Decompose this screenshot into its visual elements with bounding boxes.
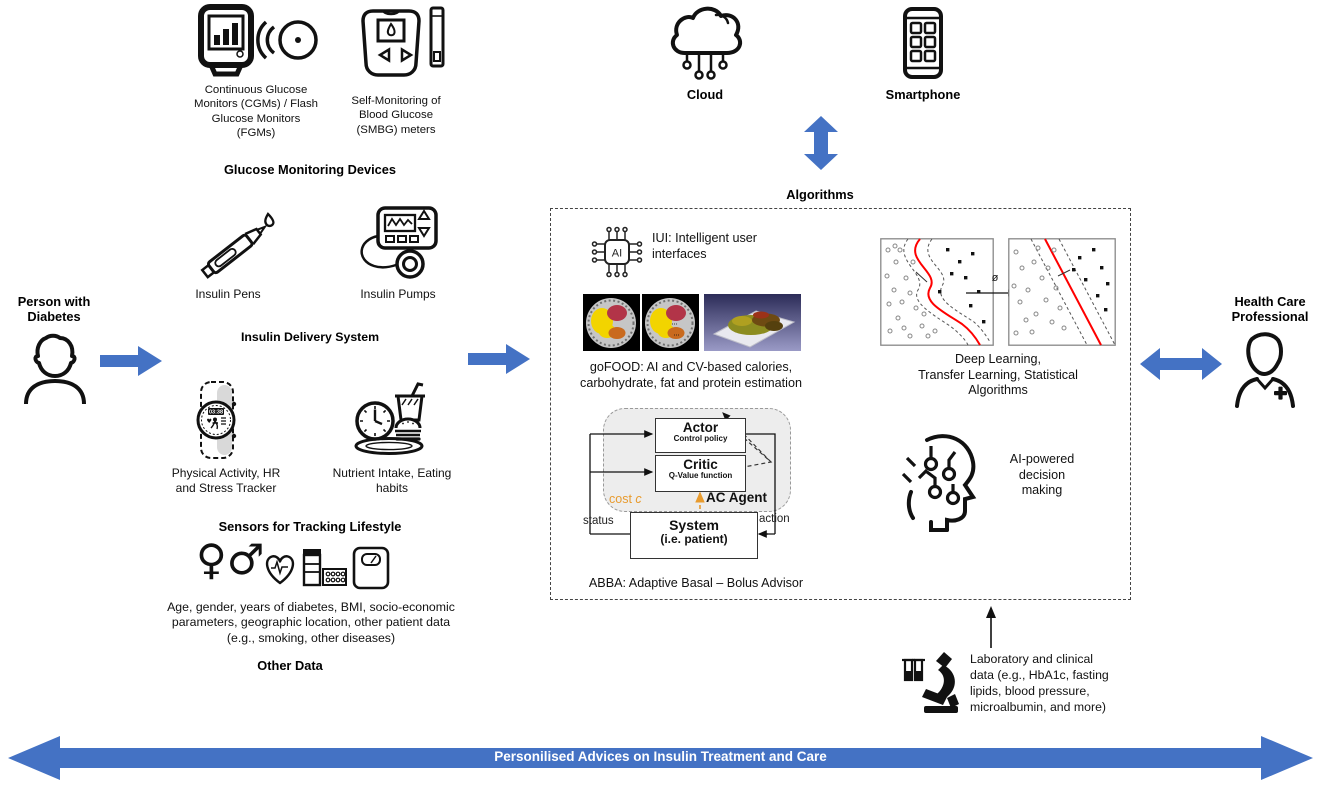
ai-chip-icon xyxy=(588,220,646,284)
smbg-meter-icon xyxy=(358,4,424,78)
glucose-devices-heading: Glucose Monitoring Devices xyxy=(223,162,397,177)
nutrient-intake-icon xyxy=(350,382,428,458)
insulin-pump-icon xyxy=(352,206,440,282)
ac-agent-label: AC Agent xyxy=(706,490,767,505)
activity-tracker-label: Physical Activity, HR and Stress Tracker xyxy=(171,466,281,495)
insulin-delivery-heading: Insulin Delivery System xyxy=(240,330,380,344)
arrow-person-to-devices-icon xyxy=(100,346,162,376)
smartphone-icon xyxy=(902,6,944,80)
male-icon: ♂ xyxy=(226,535,265,584)
svm-linear-plot xyxy=(1008,238,1116,346)
nutrient-intake-label: Nutrient Intake, Eating habits xyxy=(332,466,452,495)
gofood-label: goFOOD: AI and CV-based calories, carbohydrate, fat and protein estimation xyxy=(580,360,802,390)
scale-icon xyxy=(352,546,390,590)
svg-text:♥: ♥ xyxy=(206,418,212,425)
arrow-lab-to-algorithms-icon xyxy=(982,606,1000,648)
gofood-3d-image xyxy=(704,294,801,351)
heart-pulse-icon xyxy=(262,552,298,586)
algorithms-heading: Algorithms xyxy=(786,187,854,202)
abba-diagram xyxy=(575,405,805,575)
actor-box: Actor Control policy xyxy=(655,418,746,453)
phi-label: ø xyxy=(991,272,999,284)
arrow-devices-to-algorithms-icon xyxy=(468,344,530,374)
action-label: action xyxy=(759,513,790,525)
ai-decision-label: AI-powered decision making xyxy=(1009,452,1075,498)
medication-icon xyxy=(300,548,348,590)
cloud-label: Cloud xyxy=(686,87,724,102)
cgm-label: Continuous Glucose Monitors (CGMs) / Flash Glucose Monitors (FGMs) xyxy=(193,84,319,139)
abba-caption: ABBA: Adaptive Basal – Bolus Advisor xyxy=(588,576,804,590)
cgm-monitor-icon xyxy=(196,4,256,78)
arrow-algorithms-hcp-icon xyxy=(1140,348,1222,380)
status-label: status xyxy=(583,515,614,527)
insulin-pens-label: Insulin Pens xyxy=(195,287,261,301)
watch-time: 03:38 xyxy=(208,409,224,416)
system-box: System (i.e. patient) xyxy=(630,512,758,559)
female-icon: ♀ xyxy=(196,535,227,584)
flash-sensor-icon xyxy=(256,14,318,66)
cost-label: cost c xyxy=(609,492,642,506)
hcp-label: Health Care Professional xyxy=(1231,294,1309,324)
other-data-text: Age, gender, years of diabetes, BMI, socio-economic parameters, geographic location, other patient data (e.g., smoking, other diseases) xyxy=(167,600,455,645)
smbg-label: Self-Monitoring of Blood Glucose (SMBG) meters xyxy=(351,95,441,136)
ai-chip-text: AI xyxy=(611,247,623,260)
critic-box: Critic Q-Value function xyxy=(655,455,746,492)
insulin-pumps-label: Insulin Pumps xyxy=(360,287,436,301)
cloud-icon xyxy=(666,4,744,84)
gofood-plate-image-2 xyxy=(642,294,699,351)
person-icon xyxy=(22,330,88,404)
fitness-watch-icon xyxy=(188,380,246,460)
gofood-plate-image-1 xyxy=(583,294,640,351)
test-strip-icon xyxy=(428,6,446,70)
arrow-cloud-algorithms-icon xyxy=(804,116,838,170)
person-with-diabetes-label: Person with Diabetes xyxy=(17,294,91,324)
ml-label: Deep Learning, Transfer Learning, Statistical Algorithms xyxy=(918,352,1078,398)
ai-head-icon xyxy=(897,430,985,532)
smartphone-label: Smartphone xyxy=(885,87,961,102)
gender-icons xyxy=(196,535,265,584)
bottom-arrow-label: Personilised Advices on Insulin Treatment and Care xyxy=(494,749,827,764)
lab-data-label: Laboratory and clinical data (e.g., HbA1c, fasting lipids, blood pressure, microalbumin, and more) xyxy=(970,652,1109,714)
microscope-icon xyxy=(902,650,962,714)
other-data-heading: Other Data xyxy=(257,658,323,673)
iui-label: IUI: Intelligent user interfaces xyxy=(652,231,757,262)
doctor-icon xyxy=(1234,330,1296,408)
insulin-pen-icon xyxy=(192,206,282,286)
sensors-heading: Sensors for Tracking Lifestyle xyxy=(218,519,402,534)
